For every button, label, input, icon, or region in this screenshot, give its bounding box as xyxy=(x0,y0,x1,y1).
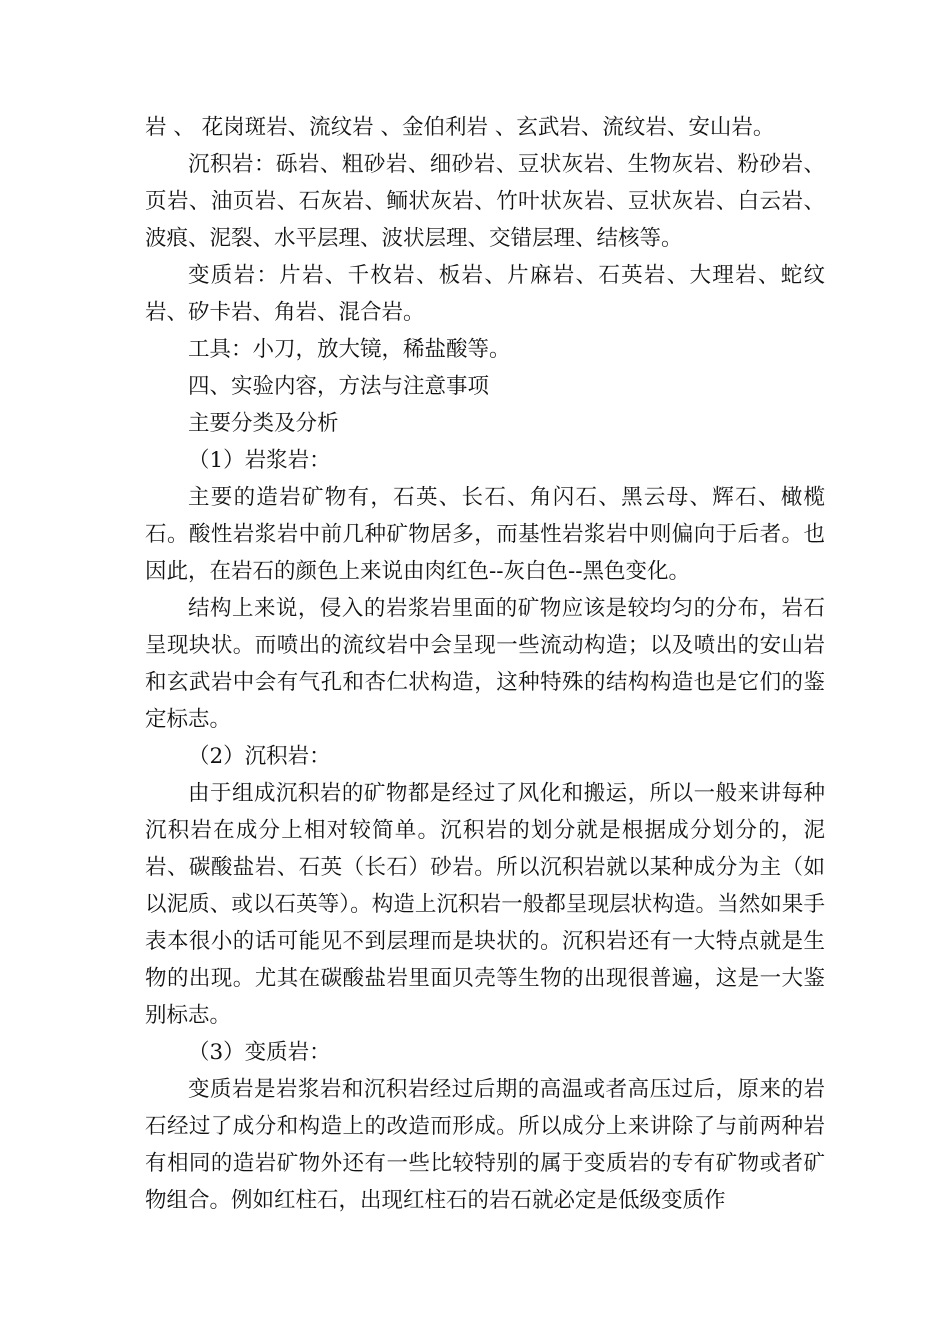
paragraph-tools: 工具：小刀，放大镜，稀盐酸等。 xyxy=(188,337,511,362)
section-heading-experiment-content: 四、实验内容，方法与注意事项 xyxy=(188,374,490,399)
subheading-metamorphic: （3）变质岩： xyxy=(188,1040,331,1065)
document-body xyxy=(145,109,825,1219)
paragraph-metamorphic-samples: 变质岩：片岩、千枚岩、板岩、片麻岩、石英岩、大理岩、蛇纹岩、矽卡岩、角岩、混合岩。 xyxy=(145,263,825,325)
paragraph-igneous-minerals: 主要的造岩矿物有，石英、长石、角闪石、黑云母、辉石、橄榄石。酸性岩浆岩中前几种矿物居多，而基性岩浆岩中则偏向于后者。也因此，在岩石的颜色上来说由肉红色--灰白色--黑色变化。 xyxy=(145,485,825,584)
subheading-igneous: （1）岩浆岩： xyxy=(188,448,331,473)
paragraph-rock-list-continuation: 岩 、 花岗斑岩、流纹岩 、金伯利岩 、玄武岩、流纹岩、安山岩。 xyxy=(145,115,775,140)
paragraph-igneous-structure: 结构上来说，侵入的岩浆岩里面的矿物应该是较均匀的分布，岩石呈现块状。而喷出的流纹岩中会呈现一些流动构造；以及喷出的安山岩和玄武岩中会有气孔和杏仁状构造，这种特殊的结构构造也是它们的鉴定标志。 xyxy=(145,596,825,732)
paragraph-sedimentary-samples: 沉积岩：砾岩、粗砂岩、细砂岩、豆状灰岩、生物灰岩、粉砂岩、页岩、油页岩、石灰岩、鲕状灰岩、竹叶状灰岩、豆状灰岩、白云岩、波痕、泥裂、水平层理、波状层理、交错层理、结核等。 xyxy=(145,152,825,251)
paragraph-metamorphic-description: 变质岩是岩浆岩和沉积岩经过后期的高温或者高压过后，原来的岩石经过了成分和构造上的改造而形成。所以成分上来讲除了与前两种岩有相同的造岩矿物外还有一些比较特别的属于变质岩的专有矿物或者矿物组合。例如红柱石，出现红柱石的岩石就必定是低级变质作 xyxy=(145,1077,825,1213)
paragraph-sedimentary-description: 由于组成沉积岩的矿物都是经过了风化和搬运，所以一般来讲每种沉积岩在成分上相对较简单。沉积岩的划分就是根据成分划分的，泥岩、碳酸盐岩、石英（长石）砂岩。所以沉积岩就以某种成分为主（如以泥质、或以石英等）。构造上沉积岩一般都呈现层状构造。当然如果手表本很小的话可能见不到层理而是块状的。沉积岩还有一大特点就是生物的出现。尤其在碳酸盐岩里面贝壳等生物的出现很普遍，这是一大鉴别标志。 xyxy=(145,781,825,1028)
subheading-classification: 主要分类及分析 xyxy=(188,411,339,436)
subheading-sedimentary: （2）沉积岩： xyxy=(188,744,331,769)
